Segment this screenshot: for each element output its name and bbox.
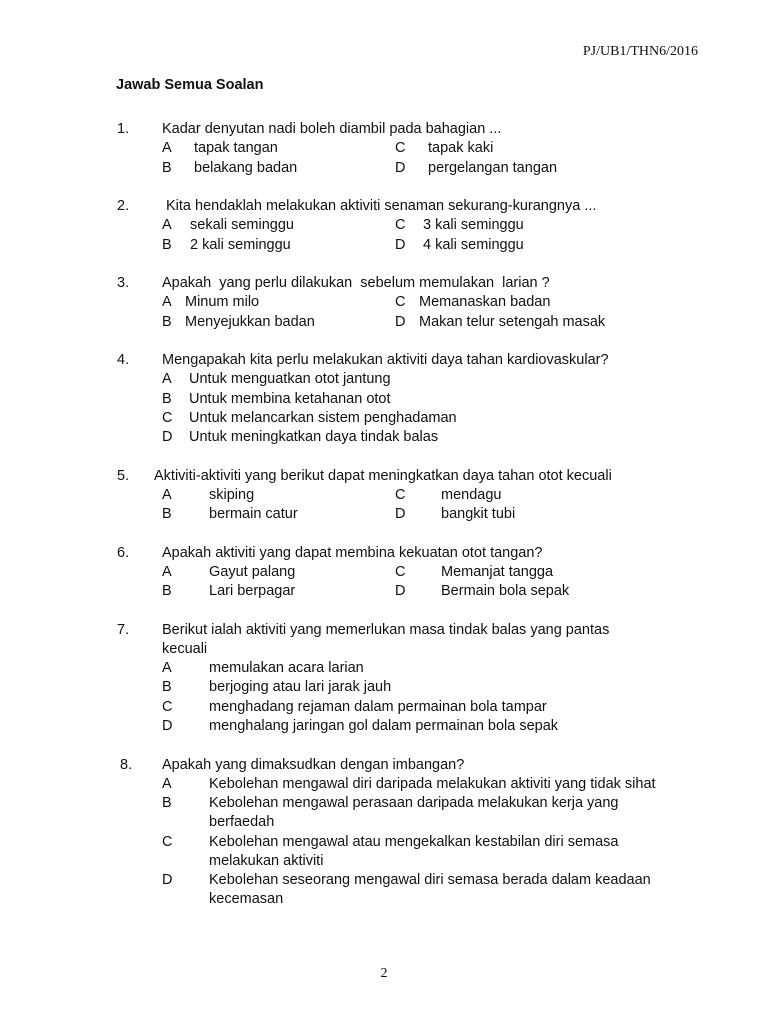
- question-number: 6.: [117, 545, 130, 561]
- question-text: Mengapakah kita perlu melakukan aktiviti daya tahan kardiovaskular?: [162, 352, 609, 368]
- option-text: Untuk melancarkan sistem penghadaman: [189, 410, 457, 426]
- option-letter: A: [162, 140, 172, 156]
- option-text: Untuk menguatkan otot jantung: [189, 371, 391, 387]
- option-letter: D: [395, 160, 406, 176]
- option-letter: B: [162, 314, 172, 330]
- option-text: pergelangan tangan: [428, 160, 558, 176]
- option-text: Minum milo: [185, 294, 260, 310]
- question-text: Kadar denyutan nadi boleh diambil pada bahagian ...: [162, 121, 502, 137]
- question-number: 3.: [117, 275, 130, 291]
- option-text: Memanaskan badan: [419, 294, 551, 310]
- question-text: Kita hendaklah melakukan aktiviti senaman sekurang-kurangnya ...: [166, 198, 597, 214]
- question-number: 8.: [120, 757, 133, 773]
- option-text: menghadang rejaman dalam permainan bola tampar: [209, 699, 547, 715]
- option-letter: A: [162, 564, 172, 580]
- option-letter: C: [395, 140, 406, 156]
- question-text: Aktiviti-aktiviti yang berikut dapat meningkatkan daya tahan otot kecuali: [154, 468, 612, 484]
- option-letter: C: [395, 487, 406, 503]
- option-letter: C: [395, 564, 406, 580]
- option-letter: D: [395, 237, 406, 253]
- question-text: Apakah yang dimaksudkan dengan imbangan?: [162, 757, 465, 773]
- option-letter: B: [162, 679, 172, 695]
- option-text: berfaedah: [209, 814, 275, 830]
- question-number: 5.: [117, 468, 130, 484]
- option-text: 3 kali seminggu: [423, 217, 524, 233]
- option-text: memulakan acara larian: [209, 660, 364, 676]
- option-letter: D: [162, 429, 173, 445]
- option-letter: B: [162, 160, 172, 176]
- option-text: kecemasan: [209, 891, 284, 907]
- option-letter: A: [162, 776, 172, 792]
- option-text: 4 kali seminggu: [423, 237, 524, 253]
- document-code: PJ/UB1/THN6/2016: [582, 44, 698, 59]
- option-letter: C: [395, 294, 406, 310]
- option-letter: A: [162, 371, 172, 387]
- option-letter: B: [162, 583, 172, 599]
- option-letter: D: [395, 314, 406, 330]
- option-letter: C: [162, 699, 173, 715]
- option-text: bermain catur: [209, 506, 298, 522]
- option-letter: C: [162, 410, 173, 426]
- question-number: 2.: [117, 198, 130, 214]
- option-letter: D: [395, 583, 406, 599]
- option-text: mendagu: [441, 487, 502, 503]
- option-text: tapak tangan: [194, 140, 278, 156]
- option-text: Untuk membina ketahanan otot: [189, 391, 391, 407]
- option-text: Makan telur setengah masak: [419, 314, 606, 330]
- section-heading: Jawab Semua Soalan: [116, 77, 264, 93]
- option-letter: B: [162, 795, 172, 811]
- option-letter: D: [162, 718, 173, 734]
- option-text: menghalang jaringan gol dalam permainan bola sepak: [209, 718, 559, 734]
- option-text: sekali seminggu: [190, 217, 294, 233]
- option-letter: B: [162, 391, 172, 407]
- option-text: melakukan aktiviti: [209, 853, 324, 869]
- option-text: bangkit tubi: [441, 506, 516, 522]
- option-text: belakang badan: [194, 160, 298, 176]
- question-number: 4.: [117, 352, 130, 368]
- option-text: 2 kali seminggu: [190, 237, 291, 253]
- option-letter: D: [395, 506, 406, 522]
- question-text: Berikut ialah aktiviti yang memerlukan masa tindak balas yang pantas: [162, 622, 610, 638]
- option-text: Lari berpagar: [209, 583, 296, 599]
- question-text: kecuali: [162, 641, 208, 657]
- option-text: Gayut palang: [209, 564, 296, 580]
- question-text: Apakah aktiviti yang dapat membina kekuatan otot tangan?: [162, 545, 543, 561]
- option-letter: A: [162, 294, 172, 310]
- option-text: Memanjat tangga: [441, 564, 554, 580]
- option-letter: C: [162, 834, 173, 850]
- question-number: 7.: [117, 622, 130, 638]
- option-letter: C: [395, 217, 406, 233]
- option-text: Menyejukkan badan: [185, 314, 315, 330]
- option-text: tapak kaki: [428, 140, 494, 156]
- option-text: berjoging atau lari jarak jauh: [209, 679, 392, 695]
- question-text: Apakah yang perlu dilakukan sebelum memulakan larian ?: [162, 275, 550, 291]
- option-text: Kebolehan mengawal perasaan daripada melakukan kerja yang: [209, 795, 619, 811]
- option-text: Untuk meningkatkan daya tindak balas: [189, 429, 439, 445]
- option-text: Kebolehan mengawal diri daripada melakukan aktiviti yang tidak sihat: [209, 776, 656, 792]
- option-text: Kebolehan mengawal atau mengekalkan kestabilan diri semasa: [209, 834, 619, 850]
- option-letter: A: [162, 217, 172, 233]
- page-number: 2: [380, 966, 388, 981]
- option-letter: A: [162, 660, 172, 676]
- option-letter: D: [162, 872, 173, 888]
- option-letter: B: [162, 506, 172, 522]
- option-letter: B: [162, 237, 172, 253]
- option-text: skiping: [209, 487, 255, 503]
- question-number: 1.: [117, 121, 130, 137]
- option-text: Kebolehan seseorang mengawal diri semasa berada dalam keadaan: [209, 872, 651, 888]
- option-text: Bermain bola sepak: [441, 583, 570, 599]
- option-letter: A: [162, 487, 172, 503]
